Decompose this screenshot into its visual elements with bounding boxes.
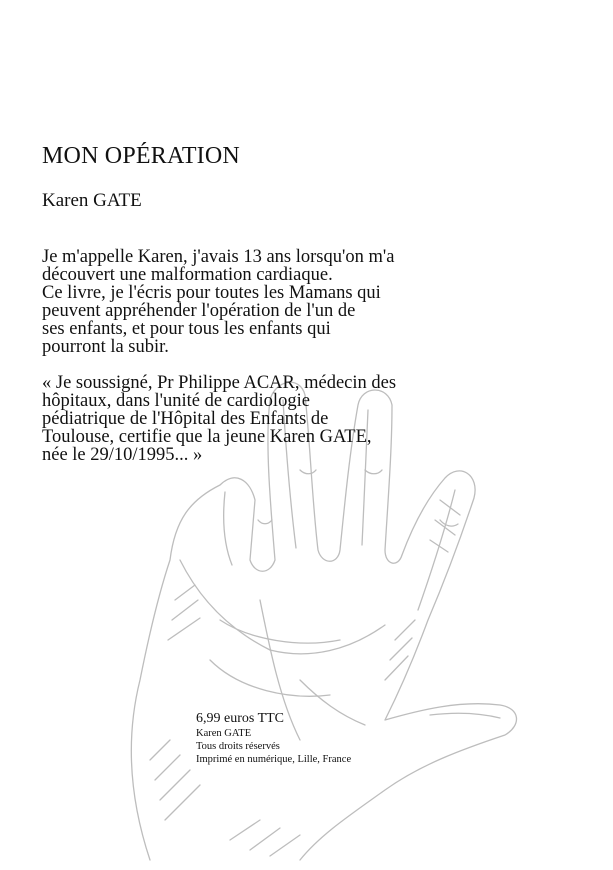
- colophon: [196, 711, 351, 766]
- quote-line: pédiatrique de l'Hôpital des Enfants de: [42, 409, 329, 429]
- book-title: MON OPÉRATION: [42, 143, 240, 169]
- colophon-author: Karen GATE: [196, 728, 252, 739]
- blurb-line: Je m'appelle Karen, j'avais 13 ans lorsqu'on m'a: [42, 247, 395, 267]
- price: 6,99 euros TTC: [196, 711, 285, 726]
- blurb-line: peuvent appréhender l'opération de l'un de: [42, 301, 356, 321]
- back-cover-blurb: [42, 248, 472, 464]
- blurb-line: découvert une malformation cardiaque.: [42, 265, 333, 285]
- blurb-line: ses enfants, et pour tous les enfants qui: [42, 319, 331, 339]
- book-author: Karen GATE: [42, 190, 142, 211]
- blurb-line: Ce livre, je l'écris pour toutes les Mamans qui: [42, 283, 381, 303]
- quote-line: née le 29/10/1995... »: [42, 445, 203, 465]
- quote-line: « Je soussigné, Pr Philippe ACAR, médecin des: [42, 373, 397, 393]
- quote-line: Toulouse, certifie que la jeune Karen GATE,: [42, 427, 372, 447]
- quote-line: hôpitaux, dans l'unité de cardiologie: [42, 391, 310, 411]
- blurb-line: pourront la subir.: [42, 337, 169, 357]
- rights-notice: Tous droits réservés: [196, 741, 280, 752]
- printing-info: Imprimé en numérique, Lille, France: [196, 754, 352, 765]
- paragraph-gap: [42, 356, 472, 374]
